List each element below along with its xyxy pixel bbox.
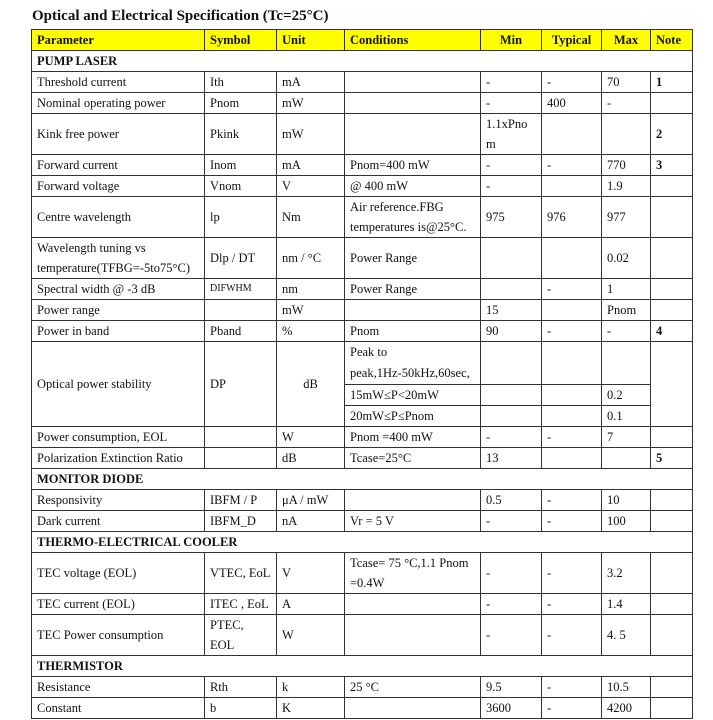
- cell: mA: [277, 155, 345, 176]
- section-title: THERMISTOR: [32, 656, 693, 677]
- cell: lp: [205, 197, 277, 238]
- cell: 1.4: [602, 594, 651, 615]
- section-row: [32, 469, 693, 490]
- cell: 400: [542, 93, 602, 114]
- cell: [481, 114, 542, 155]
- table-row: [32, 427, 693, 448]
- cell: Nm: [277, 197, 345, 238]
- cell: -: [542, 594, 602, 615]
- cell: [651, 238, 693, 279]
- table-row: [32, 511, 693, 532]
- cell: [205, 427, 277, 448]
- cell: -: [542, 279, 602, 300]
- cell: Dlp / DT: [205, 238, 277, 279]
- cell: Inom: [205, 155, 277, 176]
- cell: [651, 490, 693, 511]
- page-title: Optical and Electrical Specification (Tc=25°C): [32, 8, 329, 24]
- cell: Spectral width @ -3 dB: [32, 279, 205, 300]
- cell: 3.2: [602, 553, 651, 594]
- cell: [345, 300, 481, 321]
- cell: [345, 197, 481, 238]
- cell: 15mW≤P<20mW: [345, 385, 481, 406]
- cell: [542, 385, 602, 406]
- cell: Constant: [32, 698, 205, 719]
- cell: [651, 677, 693, 698]
- cell: 3: [651, 155, 693, 176]
- cell: [481, 385, 542, 406]
- cell: V: [277, 176, 345, 197]
- cell-line: temperature(TFBG=-5to75°C): [37, 261, 190, 275]
- cell: 0.1: [602, 406, 651, 427]
- cell: -: [542, 490, 602, 511]
- cell: [205, 300, 277, 321]
- cell-line: Peak to: [350, 345, 388, 359]
- table-row: [32, 114, 693, 155]
- cell: PTEC, EOL: [205, 615, 277, 656]
- cell: [651, 553, 693, 594]
- section-row: [32, 51, 693, 72]
- cell: [651, 300, 693, 321]
- cell: 0.5: [481, 490, 542, 511]
- cell: -: [481, 615, 542, 656]
- section-row: [32, 656, 693, 677]
- spec-table: [31, 29, 693, 719]
- cell: k: [277, 677, 345, 698]
- cell: nA: [277, 511, 345, 532]
- header-cell: Typical: [542, 30, 602, 51]
- cell: [542, 176, 602, 197]
- cell: b: [205, 698, 277, 719]
- cell: Vr = 5 V: [345, 511, 481, 532]
- cell: [205, 448, 277, 469]
- cell: 977: [602, 197, 651, 238]
- header-cell: Max: [602, 30, 651, 51]
- header-cell: Conditions: [345, 30, 481, 51]
- cell: [651, 427, 693, 448]
- cell: @ 400 mW: [345, 176, 481, 197]
- table-row: [32, 448, 693, 469]
- cell: 20mW≤P≤Pnom: [345, 406, 481, 427]
- header-cell: Note: [651, 30, 693, 51]
- cell: Optical power stability: [32, 342, 205, 427]
- cell: Ith: [205, 72, 277, 93]
- cell: DIFWHM: [205, 279, 277, 300]
- cell: 90: [481, 321, 542, 342]
- table-row: [32, 677, 693, 698]
- cell-line: =0.4W: [350, 576, 385, 590]
- cell: 976: [542, 197, 602, 238]
- cell: [32, 238, 205, 279]
- cell: [481, 342, 542, 385]
- cell: Power in band: [32, 321, 205, 342]
- cell: [345, 553, 481, 594]
- table-row: [32, 197, 693, 238]
- cell: 5: [651, 448, 693, 469]
- cell: mW: [277, 93, 345, 114]
- cell: [345, 114, 481, 155]
- cell: [542, 342, 602, 385]
- table-row: [32, 279, 693, 300]
- table-row: [32, 176, 693, 197]
- cell-line: temperatures is@25°C.: [350, 220, 467, 234]
- cell-line: 1.1xPno: [486, 117, 528, 131]
- cell: 70: [602, 72, 651, 93]
- cell: Nominal operating power: [32, 93, 205, 114]
- table-row: [32, 321, 693, 342]
- cell: 1.9: [602, 176, 651, 197]
- cell: IBFM / P: [205, 490, 277, 511]
- cell: 0.02: [602, 238, 651, 279]
- cell: W: [277, 615, 345, 656]
- table-row: [32, 490, 693, 511]
- cell: 15: [481, 300, 542, 321]
- cell: Dark current: [32, 511, 205, 532]
- cell: dB: [277, 448, 345, 469]
- cell: 4200: [602, 698, 651, 719]
- cell: Power range: [32, 300, 205, 321]
- cell: [651, 615, 693, 656]
- cell: -: [542, 698, 602, 719]
- cell: -: [602, 93, 651, 114]
- cell: Threshold current: [32, 72, 205, 93]
- cell: W: [277, 427, 345, 448]
- cell: DP: [205, 342, 277, 427]
- cell: 1: [651, 72, 693, 93]
- cell: -: [542, 511, 602, 532]
- cell-line: m: [486, 137, 496, 151]
- cell: Resistance: [32, 677, 205, 698]
- cell: 3600: [481, 698, 542, 719]
- table-row: [32, 155, 693, 176]
- header-cell: Min: [481, 30, 542, 51]
- table-row: [32, 300, 693, 321]
- cell: 25 °C: [345, 677, 481, 698]
- cell: ITEC , EoL: [205, 594, 277, 615]
- cell: Pnom: [602, 300, 651, 321]
- cell: [542, 238, 602, 279]
- cell: [542, 448, 602, 469]
- cell: 100: [602, 511, 651, 532]
- cell: [345, 594, 481, 615]
- cell: [542, 114, 602, 155]
- cell: [602, 448, 651, 469]
- cell: -: [542, 72, 602, 93]
- cell: -: [481, 72, 542, 93]
- cell: -: [542, 155, 602, 176]
- cell: [542, 406, 602, 427]
- cell: 7: [602, 427, 651, 448]
- cell: Pband: [205, 321, 277, 342]
- cell: [651, 698, 693, 719]
- cell: TEC Power consumption: [32, 615, 205, 656]
- header-row: [32, 30, 693, 51]
- cell: mA: [277, 72, 345, 93]
- cell: 13: [481, 448, 542, 469]
- cell: Polarization Extinction Ratio: [32, 448, 205, 469]
- cell: 10.5: [602, 677, 651, 698]
- cell: [602, 114, 651, 155]
- cell: -: [542, 321, 602, 342]
- cell: -: [542, 427, 602, 448]
- cell: [651, 279, 693, 300]
- cell: Tcase=25°C: [345, 448, 481, 469]
- cell: -: [542, 677, 602, 698]
- cell: V: [277, 553, 345, 594]
- cell: [345, 93, 481, 114]
- cell-line: Air reference.FBG: [350, 200, 444, 214]
- cell: [651, 176, 693, 197]
- cell: [345, 615, 481, 656]
- cell: 2: [651, 114, 693, 155]
- cell: mW: [277, 114, 345, 155]
- cell: Pkink: [205, 114, 277, 155]
- cell: nm / °C: [277, 238, 345, 279]
- cell: Pnom =400 mW: [345, 427, 481, 448]
- table-row: [32, 93, 693, 114]
- cell: -: [481, 594, 542, 615]
- table-row: [32, 594, 693, 615]
- cell: Forward voltage: [32, 176, 205, 197]
- cell: Forward current: [32, 155, 205, 176]
- cell: -: [481, 93, 542, 114]
- cell: nm: [277, 279, 345, 300]
- cell: VTEC, EoL: [205, 553, 277, 594]
- table-row: [32, 698, 693, 719]
- cell: [481, 279, 542, 300]
- table-row: [32, 553, 693, 594]
- cell-line: Wavelength tuning vs: [37, 241, 146, 255]
- cell-line: Tcase= 75 °C,1.1 Pnom: [350, 556, 469, 570]
- cell: -: [481, 155, 542, 176]
- cell: [602, 342, 651, 385]
- cell: A: [277, 594, 345, 615]
- cell: 770: [602, 155, 651, 176]
- cell: Pnom: [345, 321, 481, 342]
- table-row: [32, 72, 693, 93]
- cell: [345, 490, 481, 511]
- cell: [651, 93, 693, 114]
- cell: [651, 511, 693, 532]
- cell: [345, 72, 481, 93]
- cell: 0.2: [602, 385, 651, 406]
- header-cell: Parameter: [32, 30, 205, 51]
- cell: [481, 238, 542, 279]
- header-cell: Symbol: [205, 30, 277, 51]
- cell: [651, 594, 693, 615]
- cell: Responsivity: [32, 490, 205, 511]
- header-cell: Unit: [277, 30, 345, 51]
- section-title: THERMO-ELECTRICAL COOLER: [32, 532, 693, 553]
- cell: TEC voltage (EOL): [32, 553, 205, 594]
- cell: Pnom: [205, 93, 277, 114]
- cell: Kink free power: [32, 114, 205, 155]
- table-row: [32, 238, 693, 279]
- cell: 9.5: [481, 677, 542, 698]
- cell: Power Range: [345, 279, 481, 300]
- cell: Power Range: [345, 238, 481, 279]
- cell: 1: [602, 279, 651, 300]
- cell: μA / mW: [277, 490, 345, 511]
- cell: Vnom: [205, 176, 277, 197]
- cell: [345, 342, 481, 385]
- cell: Centre wavelength: [32, 197, 205, 238]
- cell: [542, 300, 602, 321]
- section-row: [32, 532, 693, 553]
- cell: TEC current (EOL): [32, 594, 205, 615]
- cell: -: [481, 176, 542, 197]
- cell-line: peak,1Hz-50kHz,60sec,: [350, 366, 470, 380]
- cell: [481, 406, 542, 427]
- section-title: MONITOR DIODE: [32, 469, 693, 490]
- cell: K: [277, 698, 345, 719]
- cell: -: [481, 511, 542, 532]
- cell: 975: [481, 197, 542, 238]
- cell: -: [481, 427, 542, 448]
- section-title: PUMP LASER: [32, 51, 693, 72]
- cell: IBFM_D: [205, 511, 277, 532]
- cell: 4. 5: [602, 615, 651, 656]
- cell: mW: [277, 300, 345, 321]
- cell: -: [542, 615, 602, 656]
- cell: %: [277, 321, 345, 342]
- cell: [651, 342, 693, 427]
- cell: -: [542, 553, 602, 594]
- cell: Pnom=400 mW: [345, 155, 481, 176]
- cell: [651, 197, 693, 238]
- cell: Rth: [205, 677, 277, 698]
- table-row: [32, 615, 693, 656]
- cell: dB: [277, 342, 345, 427]
- cell: Power consumption, EOL: [32, 427, 205, 448]
- cell: 10: [602, 490, 651, 511]
- cell: 4: [651, 321, 693, 342]
- cell: [345, 698, 481, 719]
- cell: -: [602, 321, 651, 342]
- cell: -: [481, 553, 542, 594]
